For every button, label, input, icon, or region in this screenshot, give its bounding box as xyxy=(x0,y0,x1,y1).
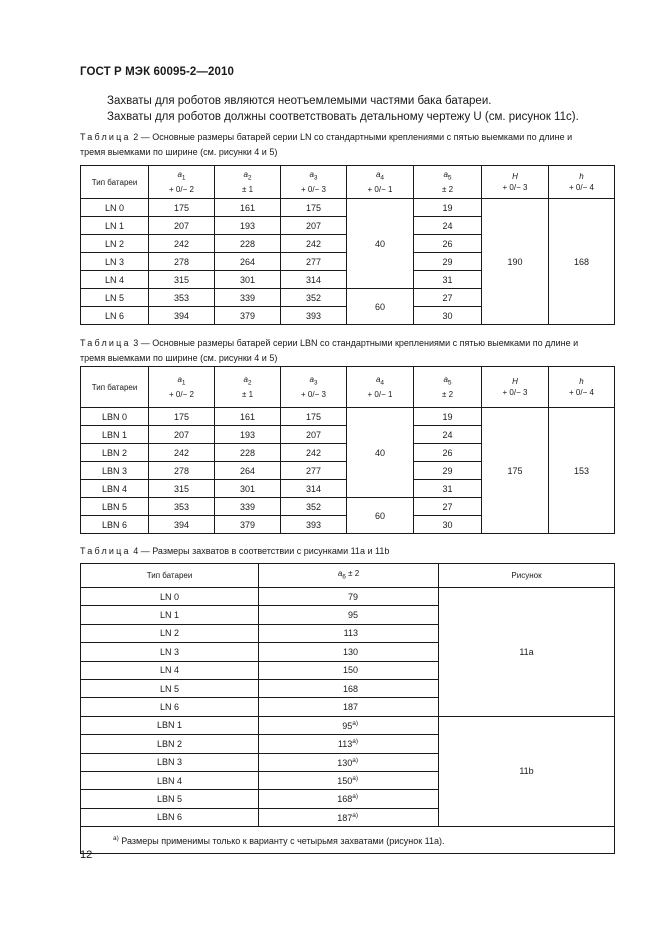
table-cell: 168 xyxy=(259,679,439,697)
table-cell: LN 1 xyxy=(81,606,259,624)
table-4-caption xyxy=(80,544,590,559)
table-cell: 31 xyxy=(414,480,482,498)
a4-merged-top: 40 xyxy=(347,408,414,498)
table-cell: LBN 1 xyxy=(81,716,259,734)
header-H: H + 0/− 3 xyxy=(482,367,549,408)
table-cell: 315 xyxy=(149,271,215,289)
table-cell: 339 xyxy=(215,289,281,307)
table-cell: 29 xyxy=(414,462,482,480)
header-type: Тип батареи xyxy=(81,367,149,408)
table-cell: LBN 6 xyxy=(81,516,149,534)
table-cell: LBN 4 xyxy=(81,771,259,789)
table-footnote: $^{a)}$ Размеры применимы только к варианту с четырьмя захватами (рисунок 11а). xyxy=(81,827,615,854)
header-type: Тип батареи xyxy=(81,166,149,199)
H-merged: 190 xyxy=(482,199,549,325)
table-cell: 315 xyxy=(149,480,215,498)
header-type: Тип батареи xyxy=(81,564,259,588)
table-cell: LBN 4 xyxy=(81,480,149,498)
h-merged: 168 xyxy=(549,199,615,325)
table-cell: LN 1 xyxy=(81,217,149,235)
table-2 xyxy=(80,165,615,325)
table-cell: LN 2 xyxy=(81,235,149,253)
table-4-caption-text: 4 — Размеры захватов в соответствии с рисунками 11a и 11b xyxy=(133,546,390,556)
page-number: 12 xyxy=(80,849,93,861)
table-2-caption xyxy=(80,130,590,160)
table-cell: 30 xyxy=(414,516,482,534)
table-cell: 26 xyxy=(414,444,482,462)
table-cell: LN 5 xyxy=(81,289,149,307)
header-a4: $a_4$ + 0/− 1 xyxy=(347,166,414,199)
table-cell: LBN 0 xyxy=(81,408,149,426)
table-cell: 393 xyxy=(281,516,347,534)
table-cell: 29 xyxy=(414,253,482,271)
table-cell: 228 xyxy=(215,444,281,462)
table-cell: 242 xyxy=(281,235,347,253)
header-a5: $a_5$ ± 2 xyxy=(414,166,482,199)
figure-lbn: 11b xyxy=(439,716,615,826)
table-cell: 393 xyxy=(281,307,347,325)
table-cell: 130$^{a)}$ xyxy=(259,753,439,771)
paragraph-2: Захваты для роботов должны соответствовать детальному чертежу U (см. рисунок 11c). xyxy=(107,111,579,123)
table-cell: 27 xyxy=(414,498,482,516)
table-cell: 207 xyxy=(149,426,215,444)
table-cell: 24 xyxy=(414,217,482,235)
table-2-caption-word: Таблица xyxy=(80,132,131,142)
table-cell: LN 4 xyxy=(81,271,149,289)
table-row xyxy=(81,199,615,217)
table-cell: 278 xyxy=(149,462,215,480)
table-cell: 175 xyxy=(281,199,347,217)
table-footnote-row xyxy=(81,827,615,854)
table-cell: LBN 6 xyxy=(81,808,259,826)
table-cell: LBN 1 xyxy=(81,426,149,444)
table-cell: 175 xyxy=(149,408,215,426)
table-cell: 352 xyxy=(281,498,347,516)
table-cell: 187$^{a)}$ xyxy=(259,808,439,826)
table-cell: 175 xyxy=(281,408,347,426)
table-cell: 228 xyxy=(215,235,281,253)
table-cell: 31 xyxy=(414,271,482,289)
table-cell: 79 xyxy=(259,588,439,606)
header-a1: $a_1$ + 0/− 2 xyxy=(149,367,215,408)
table-cell: 242 xyxy=(149,235,215,253)
table-cell: 394 xyxy=(149,516,215,534)
table-cell: LN 3 xyxy=(81,253,149,271)
table-cell: 264 xyxy=(215,462,281,480)
table-cell: LN 0 xyxy=(81,199,149,217)
table-cell: 352 xyxy=(281,289,347,307)
table-cell: 175 xyxy=(149,199,215,217)
table-cell: 187 xyxy=(259,698,439,716)
h-merged: 153 xyxy=(549,408,615,534)
table-cell: 95 xyxy=(259,606,439,624)
table-cell: 242 xyxy=(281,444,347,462)
table-cell: LBN 3 xyxy=(81,753,259,771)
table-cell: 379 xyxy=(215,307,281,325)
table-cell: 150 xyxy=(259,661,439,679)
table-row xyxy=(81,408,615,426)
table-cell: 301 xyxy=(215,480,281,498)
header-a4: $a_4$ + 0/− 1 xyxy=(347,367,414,408)
table-cell: 277 xyxy=(281,462,347,480)
table-cell: 161 xyxy=(215,408,281,426)
header-a1: $a_1$ + 0/− 2 xyxy=(149,166,215,199)
table-cell: LBN 2 xyxy=(81,735,259,753)
table-row xyxy=(81,716,615,734)
table-cell: 193 xyxy=(215,217,281,235)
header-a3: $a_3$ + 0/− 3 xyxy=(281,367,347,408)
table-cell: 278 xyxy=(149,253,215,271)
table-cell: 30 xyxy=(414,307,482,325)
table-row xyxy=(81,588,615,606)
table-cell: LN 6 xyxy=(81,307,149,325)
table-cell: 314 xyxy=(281,480,347,498)
table-4-caption-word: Таблица xyxy=(80,546,131,556)
table-3 xyxy=(80,366,615,534)
table-cell: 394 xyxy=(149,307,215,325)
paragraph-1: Захваты для роботов являются неотъемлемыми частями бака батареи. xyxy=(107,95,492,107)
table-cell: 113$^{a)}$ xyxy=(259,735,439,753)
table-cell: 95$^{a)}$ xyxy=(259,716,439,734)
table-4 xyxy=(80,563,615,854)
table-cell: LN 6 xyxy=(81,698,259,716)
table-cell: LN 4 xyxy=(81,661,259,679)
a4-merged-bottom: 60 xyxy=(347,289,414,325)
figure-ln: 11a xyxy=(439,588,615,717)
table-3-caption xyxy=(80,336,590,366)
H-merged: 175 xyxy=(482,408,549,534)
a4-merged-bottom: 60 xyxy=(347,498,414,534)
table-cell: LBN 5 xyxy=(81,790,259,808)
table-cell: LN 5 xyxy=(81,679,259,697)
table-cell: 339 xyxy=(215,498,281,516)
header-a5: $a_5$ ± 2 xyxy=(414,367,482,408)
header-a2: $a_2$ ± 1 xyxy=(215,166,281,199)
table-cell: 113 xyxy=(259,624,439,642)
table-cell: LN 3 xyxy=(81,643,259,661)
table-cell: LN 2 xyxy=(81,624,259,642)
table-cell: 264 xyxy=(215,253,281,271)
table-2-caption-text: 2 — Основные размеры батарей серии LN со стандартными креплениями с пятью выемками по длине и тремя выемками по ширине (см. рисунки 4 и 5) xyxy=(80,132,573,157)
table-cell: 207 xyxy=(281,426,347,444)
table-cell: 301 xyxy=(215,271,281,289)
table-cell: 314 xyxy=(281,271,347,289)
table-cell: 193 xyxy=(215,426,281,444)
table-cell: LN 0 xyxy=(81,588,259,606)
document-header: ГОСТ Р МЭК 60095-2—2010 xyxy=(80,66,234,78)
table-cell: 379 xyxy=(215,516,281,534)
table-cell: 26 xyxy=(414,235,482,253)
a4-merged-top: 40 xyxy=(347,199,414,289)
table-cell: 27 xyxy=(414,289,482,307)
header-figure: Рисунок xyxy=(439,564,615,588)
table-cell: LBN 5 xyxy=(81,498,149,516)
header-a2: $a_2$ ± 1 xyxy=(215,367,281,408)
table-cell: 353 xyxy=(149,498,215,516)
header-a6: $a_6 \pm 2$ xyxy=(259,564,439,588)
header-H: H + 0/− 3 xyxy=(482,166,549,199)
table-3-caption-text: 3 — Основные размеры батарей серии LBN со стандартными креплениями с пятью выемками по длине и тремя выемками по ширине (см. рисунки 4 и 5) xyxy=(80,338,579,363)
table-cell: 161 xyxy=(215,199,281,217)
table-cell: 168$^{a)}$ xyxy=(259,790,439,808)
table-cell: LBN 3 xyxy=(81,462,149,480)
table-cell: 130 xyxy=(259,643,439,661)
table-3-caption-word: Таблица xyxy=(80,338,131,348)
table-cell: LBN 2 xyxy=(81,444,149,462)
table-cell: 277 xyxy=(281,253,347,271)
header-h: h + 0/− 4 xyxy=(549,166,615,199)
table-cell: 19 xyxy=(414,408,482,426)
table-cell: 150$^{a)}$ xyxy=(259,771,439,789)
table-cell: 353 xyxy=(149,289,215,307)
header-h: h + 0/− 4 xyxy=(549,367,615,408)
table-cell: 207 xyxy=(149,217,215,235)
table-cell: 242 xyxy=(149,444,215,462)
table-cell: 24 xyxy=(414,426,482,444)
table-cell: 19 xyxy=(414,199,482,217)
header-a3: $a_3$ + 0/− 3 xyxy=(281,166,347,199)
table-cell: 207 xyxy=(281,217,347,235)
